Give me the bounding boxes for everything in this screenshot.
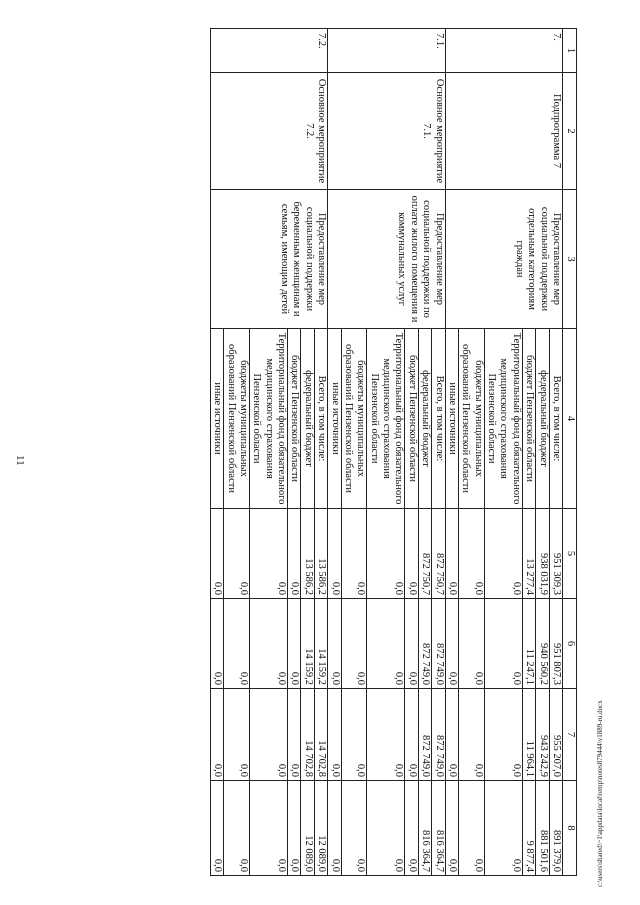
header-cell: 4 <box>563 329 577 509</box>
value-col8: 12 089,0 <box>314 781 327 876</box>
header-cell: 8 <box>563 781 577 876</box>
program-description: Предоставление мер социальной поддержки отдельным категориям граждан <box>445 190 562 329</box>
value-col5: 0,0 <box>459 509 485 599</box>
header-cell: 6 <box>563 599 577 689</box>
value-col7: 943 242,9 <box>536 689 549 781</box>
funding-source: бюджет Пензенской области <box>522 329 535 509</box>
value-col7: 955 207,0 <box>549 689 562 781</box>
value-col7: 0,0 <box>288 689 301 781</box>
value-col6: 14 159,2 <box>314 599 327 689</box>
value-col5: 872 750,7 <box>432 509 445 599</box>
header-cell: 3 <box>563 190 577 329</box>
value-col5: 0,0 <box>210 509 223 599</box>
value-col7: 0,0 <box>405 689 418 781</box>
funding-source: иные источники <box>210 329 223 509</box>
page-number: 11 <box>14 455 26 466</box>
table-row <box>314 29 327 876</box>
header-cell: 7 <box>563 689 577 781</box>
header-cell: 5 <box>563 509 577 599</box>
funding-source: Всего, в том числе: <box>314 329 327 509</box>
value-col5: 0,0 <box>250 509 288 599</box>
value-col5: 0,0 <box>224 509 250 599</box>
value-col5: 13 586,2 <box>301 509 314 599</box>
value-col5: 0,0 <box>445 509 458 599</box>
value-col7: 14 702,8 <box>301 689 314 781</box>
value-col8: 9 877,4 <box>522 781 535 876</box>
funding-source: федеральный бюджет <box>301 329 314 509</box>
program-description: Предоставление мер социальной поддержки беременным женщинам и семьям, имеющим детей <box>210 190 327 329</box>
value-col7: 0,0 <box>484 689 522 781</box>
value-col6: 0,0 <box>459 599 485 689</box>
funding-source: Всего, в том числе: <box>432 329 445 509</box>
funding-source: иные источники <box>445 329 458 509</box>
value-col8: 0,0 <box>484 781 522 876</box>
value-col7: 14 702,8 <box>314 689 327 781</box>
funding-source: Всего, в том числе: <box>549 329 562 509</box>
funding-source: бюджет Пензенской области <box>288 329 301 509</box>
value-col8: 881 501,6 <box>536 781 549 876</box>
funding-source: бюджеты муниципальных образований Пензенской области <box>341 329 367 509</box>
value-col8: 891 379,0 <box>549 781 562 876</box>
value-col8: 0,0 <box>250 781 288 876</box>
value-col7: 0,0 <box>459 689 485 781</box>
value-col7: 0,0 <box>224 689 250 781</box>
value-col6: 0,0 <box>405 599 418 689</box>
value-col8: 0,0 <box>328 781 341 876</box>
value-col6: 0,0 <box>367 599 405 689</box>
value-col5: 938 031,9 <box>536 509 549 599</box>
value-col8: 0,0 <box>367 781 405 876</box>
row-number: 7. <box>445 29 562 73</box>
funding-source: иные источники <box>328 329 341 509</box>
value-col7: 0,0 <box>328 689 341 781</box>
header-row <box>563 29 577 876</box>
value-col5: 0,0 <box>341 509 367 599</box>
funding-source: федеральный бюджет <box>418 329 431 509</box>
file-path-footer: c:\users\shared\~1\appdata\local\temp\notes879444\v1889-ru.docx <box>596 700 604 887</box>
value-col6: 0,0 <box>224 599 250 689</box>
budget-table <box>210 28 577 876</box>
value-col8: 0,0 <box>224 781 250 876</box>
value-col6: 872 749,0 <box>432 599 445 689</box>
value-col6: 951 807,3 <box>549 599 562 689</box>
table-body <box>210 29 562 876</box>
value-col6: 0,0 <box>288 599 301 689</box>
value-col6: 11 247,1 <box>522 599 535 689</box>
value-col8: 0,0 <box>445 781 458 876</box>
funding-source: бюджет Пензенской области <box>405 329 418 509</box>
value-col6: 0,0 <box>328 599 341 689</box>
value-col7: 872 749,0 <box>432 689 445 781</box>
rotated-page <box>95 28 577 875</box>
table-row <box>549 29 562 876</box>
value-col8: 0,0 <box>341 781 367 876</box>
table-row <box>432 29 445 876</box>
value-col8: 0,0 <box>405 781 418 876</box>
value-col8: 816 364,7 <box>418 781 431 876</box>
value-col5: 0,0 <box>405 509 418 599</box>
value-col5: 13 277,4 <box>522 509 535 599</box>
funding-source: Территориальный фонд обязательного медицинского страхования Пензенской области <box>484 329 522 509</box>
value-col5: 951 309,3 <box>549 509 562 599</box>
value-col8: 0,0 <box>459 781 485 876</box>
value-col6: 0,0 <box>341 599 367 689</box>
funding-source: Территориальный фонд обязательного медицинского страхования Пензенской области <box>250 329 288 509</box>
value-col8: 816 364,7 <box>432 781 445 876</box>
value-col6: 0,0 <box>445 599 458 689</box>
funding-source: федеральный бюджет <box>536 329 549 509</box>
value-col7: 0,0 <box>210 689 223 781</box>
value-col6: 940 560,2 <box>536 599 549 689</box>
header-cell: 2 <box>563 73 577 190</box>
row-number: 7.1. <box>328 29 445 73</box>
value-col7: 872 749,0 <box>418 689 431 781</box>
value-col8: 0,0 <box>210 781 223 876</box>
header-cell: 1 <box>563 29 577 73</box>
value-col7: 0,0 <box>445 689 458 781</box>
value-col7: 0,0 <box>341 689 367 781</box>
value-col5: 0,0 <box>367 509 405 599</box>
funding-source: бюджеты муниципальных образований Пензенской области <box>224 329 250 509</box>
program-name: Подпрограмма 7 <box>445 73 562 190</box>
value-col6: 872 749,0 <box>418 599 431 689</box>
funding-source: бюджеты муниципальных образований Пензенской области <box>459 329 485 509</box>
value-col7: 11 964,1 <box>522 689 535 781</box>
value-col8: 0,0 <box>288 781 301 876</box>
value-col7: 0,0 <box>367 689 405 781</box>
value-col6: 0,0 <box>210 599 223 689</box>
program-description: Предоставление мер социальной поддержки по оплате жилого помещения и коммунальных услуг <box>328 190 445 329</box>
value-col7: 0,0 <box>250 689 288 781</box>
value-col5: 13 586,2 <box>314 509 327 599</box>
value-col5: 0,0 <box>328 509 341 599</box>
value-col6: 0,0 <box>484 599 522 689</box>
program-name: Основное мероприятие 7.2. <box>210 73 327 190</box>
funding-source: Территориальный фонд обязательного медицинского страхования Пензенской области <box>367 329 405 509</box>
value-col8: 12 089,0 <box>301 781 314 876</box>
row-number: 7.2. <box>210 29 327 73</box>
value-col6: 0,0 <box>250 599 288 689</box>
value-col6: 14 159,2 <box>301 599 314 689</box>
program-name: Основное мероприятие 7.1. <box>328 73 445 190</box>
value-col5: 872 750,7 <box>418 509 431 599</box>
value-col5: 0,0 <box>484 509 522 599</box>
value-col5: 0,0 <box>288 509 301 599</box>
